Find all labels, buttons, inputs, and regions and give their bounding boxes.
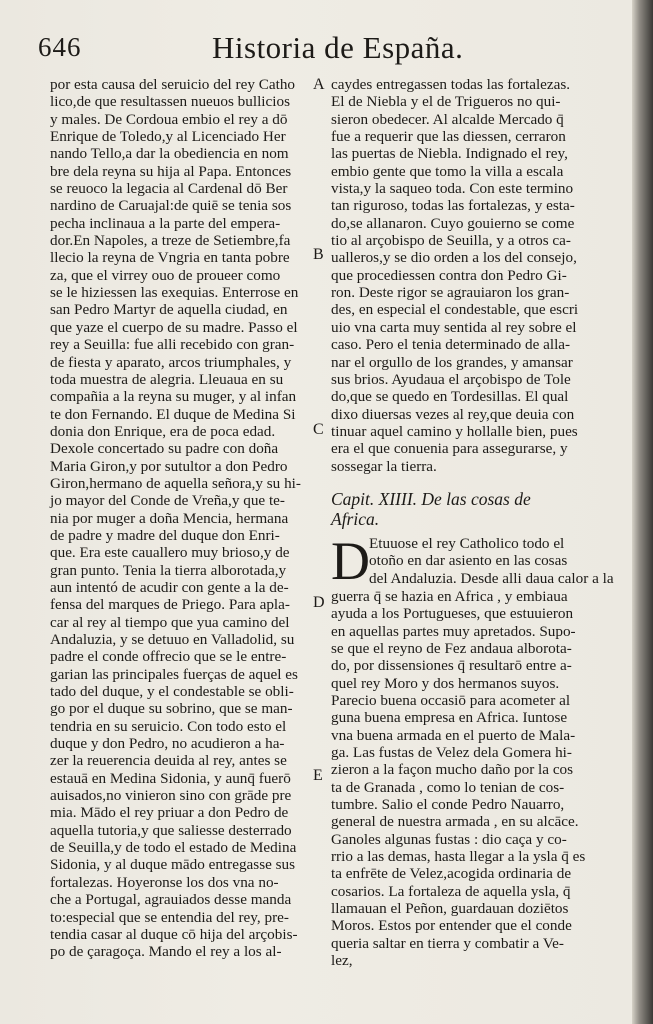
text-line: uio vna carta muy sentida al rey sobre el — [331, 318, 577, 336]
text-line: bre dela reyna su hija al Papa. Entonces — [50, 162, 292, 180]
text-line: tumbre. Salio el conde Pedro Nauarro, — [331, 796, 565, 814]
text-line: padre el conde offrecio que se le entre- — [50, 648, 287, 666]
page-number: 646 — [38, 32, 82, 62]
text-line: se que el reyno de Fez andaua alborota- — [331, 639, 572, 657]
text-line: jo mayor del Conde de Vreña,y que te- — [50, 492, 285, 510]
text-line: san Pedro Martyr de aquella ciudad, en — [50, 301, 288, 319]
text-line: caydes entregassen todas las fortalezas. — [331, 76, 571, 93]
text-line: te don Fernando. El duque de Medina Si — [50, 405, 296, 423]
text-line: aun intentó de acudir con gente a la de- — [50, 578, 289, 596]
text-line: toda muestra de alegria. Lleuaua en su — [50, 370, 284, 388]
text-line: cosarios. La fortaleza de aquella ysla, q̄ — [331, 882, 571, 900]
text-line: auisados,no vinieron sino con grāde pre — [50, 787, 292, 805]
text-line: do,que se quedo en Tordesillas. El qual — [331, 388, 569, 406]
text-line: y males. De Cordoua embio el rey a dō — [50, 110, 288, 128]
text-line: compañia a la reyna su muger, y al infan — [50, 388, 297, 406]
text-line: tado del duque, y el condestable se obli- — [50, 683, 294, 701]
text-line: se reuoco la legacia al Cardenal dō Ber — [50, 180, 288, 198]
margin-letter-c: C — [313, 421, 324, 438]
text-line: Giron,hermano de aquella señora,y su hi- — [50, 474, 301, 492]
text-line: dixo diuersas vezes al rey,que deuia con — [331, 405, 575, 423]
text-line: llecio la reyna de Vngria en tanta pobre — [50, 249, 290, 267]
text-line: za, que el virrey ouo de proueer como — [50, 266, 281, 284]
text-line: las puertas de Niebla. Indignado el rey, — [331, 145, 568, 163]
chapter-heading-line1: Capit. XIIII. De las cosas de — [331, 488, 531, 509]
text-line: tendia casar al duque cō hija del arçobis- — [50, 925, 298, 943]
text-line: sossegar la tierra. — [331, 457, 437, 475]
text-line: llamauan el Peñon, guardauan doziētos — [331, 900, 569, 918]
text-line: Sidonia, y al duque mādo entregasse sus — [50, 856, 296, 874]
chapter-body — [331, 530, 614, 970]
text-line: do, por dissensiones q̄ resultarō entre a- — [331, 657, 572, 675]
left-text-column — [50, 76, 310, 961]
text-line: embio gente que tomo la villa a escala — [331, 162, 564, 180]
text-line: del Andaluzia. Desde alli daua calor a la — [369, 569, 614, 587]
text-line: mia. Mādo el rey priuar a don Pedro de — [50, 804, 289, 822]
chapter-heading — [331, 489, 587, 529]
text-line: do,se allanaron. Cuyo gouierno se come — [331, 214, 575, 232]
right-text-column — [331, 76, 614, 970]
text-line: general de nuestra armada , en su alcāce. — [331, 813, 579, 831]
text-line: zieron a la façon mucho daño por la cos — [331, 761, 574, 779]
text-line: ron. Deste rigor se agrauiaron los gran- — [331, 284, 570, 302]
text-line: garian las principales fuerças de aquel es — [50, 665, 298, 683]
text-line: El de Niebla y el de Trigueros no qui- — [331, 93, 561, 111]
text-line: fensa del marques de Priego. Para apla- — [50, 596, 290, 614]
drop-cap-lines — [331, 530, 614, 591]
text-line: dor.En Napoles, a treze de Setiembre,fa — [50, 232, 291, 250]
text-line: que. Era este cauallero muy brioso,y de — [50, 544, 290, 562]
text-line: guna buena empresa en Africa. Iuntose — [331, 709, 568, 727]
text-line: ta enfrēte de Velez,acogida ordinaria de — [331, 865, 572, 883]
margin-letter-e: E — [313, 767, 323, 784]
text-line: nar el orgullo de los grandes, y amansar — [331, 353, 573, 371]
running-title: Historia de España. — [212, 30, 464, 65]
text-line: ualleros,y se dio orden a los del consejo, — [331, 249, 577, 267]
text-line: era el que conuenia para assegurarse, y — [331, 440, 568, 458]
text-line: tinuar aquel camino y hollalle bien, pues — [331, 422, 578, 440]
margin-letter-a: A — [313, 76, 325, 93]
text-line: fortalezas. Hoyeronse los dos vna no- — [50, 873, 279, 891]
text-line: se le hiziessen las exequias. Enterrose en — [50, 284, 299, 302]
text-line: Ganoles algunas fustas : dio caça y co- — [331, 830, 567, 848]
drop-cap-initial: D — [331, 530, 370, 591]
text-line: que yaze el cuerpo de su madre. Passo el — [50, 318, 298, 336]
text-line: vna buena armada en el puerto de Mala- — [331, 726, 576, 744]
text-line: ta de Granada , como lo tenian de cos- — [331, 778, 565, 796]
text-line: rey a Seuilla: fue alli recebido con gran- — [50, 336, 295, 354]
text-line: donia don Enrique, era de poca edad. — [50, 422, 276, 440]
page-header — [34, 30, 604, 74]
text-line: tio al arçobispo de Seuilla, y a otros ca- — [331, 232, 571, 250]
chapter-lines — [331, 588, 587, 970]
text-line: pecha inclinaua a la parte del empera- — [50, 214, 281, 232]
text-line: de fiesta y aparato, arcos triumphales, y — [50, 353, 292, 371]
text-line: car al rey al tiempo que yua camino del — [50, 613, 290, 631]
text-line: nardino de Caruajal:de quiē se tenia sos — [50, 197, 292, 215]
text-line: quel rey Moro y dos hermanos suyos. — [331, 674, 560, 692]
text-line: Moros. Estos por entender que el conde — [331, 917, 572, 935]
text-line: sieron obedecer. Al alcalde Mercado q̄ — [331, 110, 564, 128]
text-line: gran punto. Tenia la tierra alborotada,y — [50, 561, 287, 579]
text-line: guerra q̄ se hazia en Africa , y embiaua — [331, 587, 568, 605]
text-line: fue a requerir que las diessen, cerraron — [331, 128, 566, 146]
text-line: lico,de que resultassen nueuos bullicios — [50, 93, 290, 111]
margin-letter-d: D — [313, 594, 325, 611]
text-line: Dexole concertado su padre con doña — [50, 440, 279, 458]
text-line: Maria Giron,y por sutultor a don Pedro — [50, 457, 288, 475]
text-line: de padre y madre del duque don Enri- — [50, 526, 280, 544]
text-line: aquella tutoria,y que saliesse desterrado — [50, 821, 292, 839]
text-line: queria saltar en tierra y combatir a Ve- — [331, 934, 564, 952]
text-line: de Seuilla,y de todo el estado de Medina — [50, 839, 297, 857]
text-line: sus brios. Ayudaua el arçobispo de Tole — [331, 370, 571, 388]
text-line: vista,y la saqueo toda. Con este termino — [331, 180, 574, 198]
text-line: Enrique de Toledo,y al Licenciado Her — [50, 128, 286, 146]
text-line: lez, — [331, 952, 353, 970]
text-line: po de çaragoça. Mando el rey a los al- — [50, 943, 282, 961]
text-line: zer la reuerencia deuida al rey, antes se — [50, 752, 287, 770]
margin-letter-b: B — [313, 246, 324, 263]
text-line: che a Portugal, agrauiados desse manda — [50, 891, 292, 909]
text-line: ga. Las fustas de Velez dela Gomera hi- — [331, 744, 572, 761]
text-line: Etuuose el rey Catholico todo el — [369, 534, 565, 552]
text-line: otoño en dar asiento en las cosas — [369, 552, 568, 570]
text-line: Andaluzia, y se detuuo en Valladolid, su — [50, 631, 295, 648]
text-line: nando Tello,a dar la obediencia en nom — [50, 145, 289, 163]
text-line: Parecio buena occasiō para acometer al — [331, 691, 571, 709]
text-line: nia por muger a doña Mencia, hermana — [50, 509, 289, 527]
text-line: por esta causa del seruicio del rey Catho — [50, 76, 296, 93]
right-column-top-text — [331, 76, 587, 475]
text-line: to:especial que se entendia del rey, pre- — [50, 908, 289, 926]
text-line: des, en especial el condestable, que escri — [331, 301, 579, 319]
text-line: duque y don Pedro, no acudieron a ha- — [50, 735, 285, 753]
chapter-heading-line2: Africa. — [331, 508, 380, 529]
text-line: que procediessen contra don Pedro Gi- — [331, 266, 567, 284]
text-line: ayuda a los Portuguеses, que estuuieron — [331, 605, 574, 623]
page-edge-shadow — [632, 0, 653, 1024]
text-line: tendria en su seruicio. Con todo esto el — [50, 717, 287, 735]
text-line: rrio a las demas, hasta llegar a la ysla q̄ es — [331, 848, 586, 866]
text-line: caso. Pero el tenia determinado de alla- — [331, 336, 571, 354]
text-line: go por el duque su sobrino, que se man- — [50, 700, 293, 718]
text-line: estauā en Medina Sidonia, y aunq̄ fuerō — [50, 769, 291, 787]
text-line: tan rigurosо, todas las fortalezas, y esta- — [331, 197, 575, 215]
text-line: en aquellas partes muy apretados. Supo- — [331, 622, 576, 640]
